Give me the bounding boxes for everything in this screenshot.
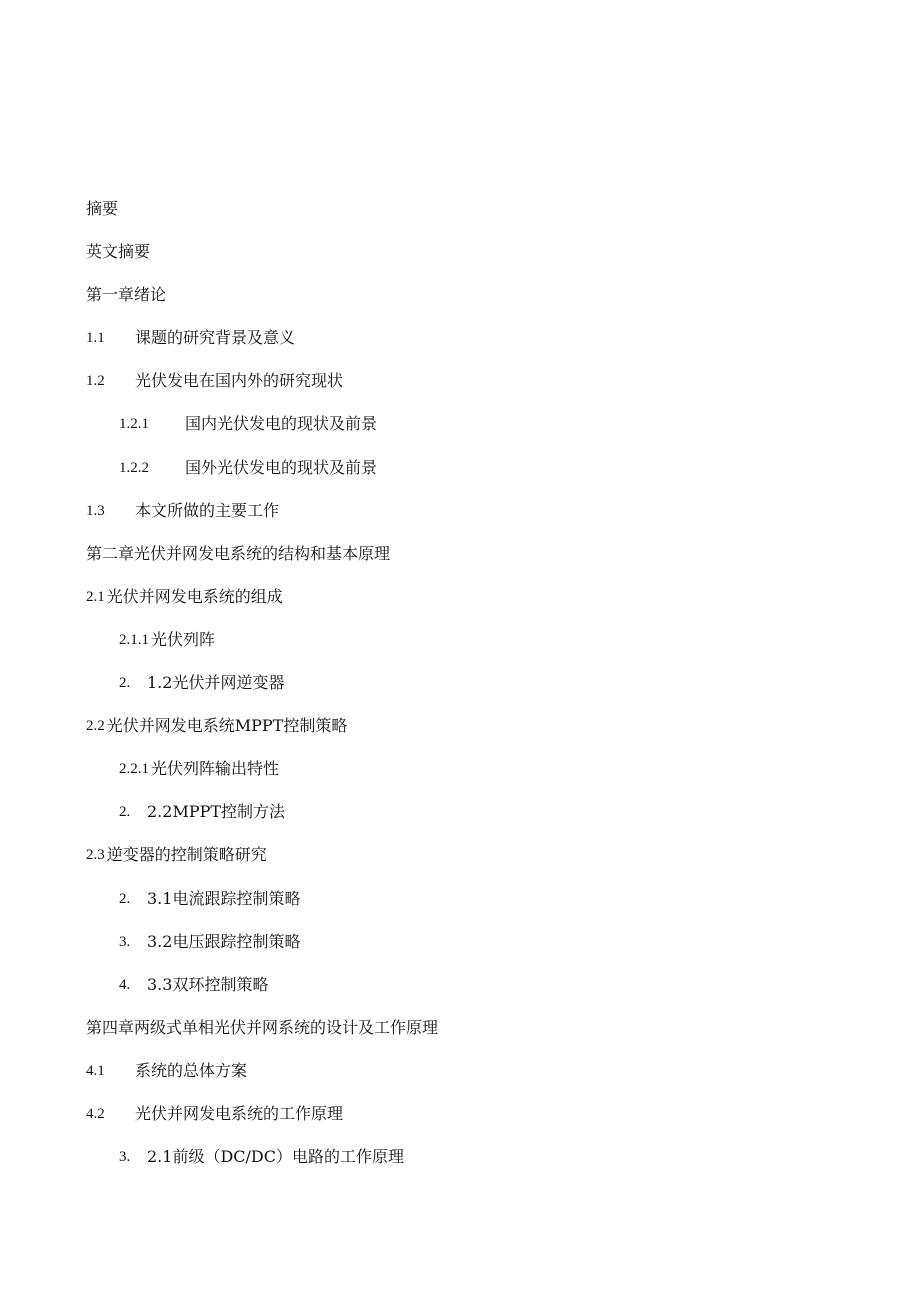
toc-entry-title: 第四章两级式单相光伏并网系统的设计及工作原理 [86,1017,439,1037]
toc-entry[interactable] [86,1101,866,1144]
toc-entry[interactable] [86,929,866,972]
toc-entry-number: 2.3 [86,847,105,864]
toc-entry[interactable] [86,282,866,325]
toc-entry[interactable] [86,1058,866,1101]
toc-entry[interactable] [86,455,866,498]
toc-entry-title: 逆变器的控制策略研究 [106,845,267,865]
toc-entry-title: 摘要 [86,199,119,218]
toc-entry[interactable] [86,584,866,627]
toc-entry-number: 4.1 [86,1062,105,1079]
toc-entry-title: 国内光伏发电的现状及前景 [185,414,378,434]
toc-entry[interactable] [86,498,866,541]
toc-entry-title: 2.1前级（DC/DC）电路的工作原理 [147,1147,404,1167]
toc-entry-number: 2.1.1 [119,631,149,648]
toc-entry-number: 2.2.1 [119,761,149,778]
toc-entry-title: 英文摘要 [86,242,151,262]
toc-entry[interactable] [86,799,866,842]
toc-entry-number: 2.1 [86,588,105,605]
toc-entry-title: 光伏列阵输出特性 [151,759,280,779]
toc-entry[interactable] [86,627,866,670]
toc-entry-number: 2. [119,804,131,821]
toc-entry-title: 光伏并网发电系统的组成 [106,586,283,606]
toc-entry[interactable] [86,411,866,454]
toc-entry-title: 光伏列阵 [151,629,216,649]
toc-entry-title: 光伏并网发电系统的工作原理 [135,1103,344,1123]
toc-entry-title: 系统的总体方案 [135,1060,248,1080]
toc-entry-number: 2.2 [86,718,105,735]
toc-entry-number: 1.2.1 [119,416,149,433]
toc-entry[interactable] [86,713,866,756]
toc-entry[interactable] [86,541,866,584]
toc-entry-number: 1.1 [86,330,105,347]
toc-entry-title: 3.1电流跟踪控制策略 [147,888,301,908]
toc-entry-number: 4.2 [86,1105,105,1122]
toc-entry[interactable] [86,325,866,368]
toc-entry[interactable] [86,886,866,929]
toc-entry-number: 2. [119,890,131,907]
toc-entry-title: 3.3双环控制策略 [147,974,269,994]
toc-entry[interactable] [86,972,866,1015]
toc-entry[interactable] [86,1144,866,1187]
toc-entry-title: 第一章绪论 [86,285,167,305]
toc-entry-number: 1.3 [86,502,105,519]
toc-entry[interactable] [86,756,866,799]
toc-entry[interactable] [86,368,866,411]
toc-entry-title: 课题的研究背景及意义 [135,328,296,348]
toc-entry-title: 光伏发电在国内外的研究现状 [135,371,344,391]
toc-entry[interactable] [86,196,866,239]
toc-entry-number: 2. [119,675,131,692]
table-of-contents [86,196,866,1187]
toc-entry-title: 本文所做的主要工作 [135,500,280,520]
toc-entry[interactable] [86,1015,866,1058]
toc-entry[interactable] [86,670,866,713]
toc-entry-number: 3. [119,933,131,950]
toc-entry-number: 4. [119,976,131,993]
toc-entry-number: 1.2 [86,373,105,390]
toc-entry[interactable] [86,239,866,282]
toc-entry-title: 第二章光伏并网发电系统的结构和基本原理 [86,543,391,563]
toc-entry-title: 光伏并网发电系统MPPT控制策略 [106,716,348,736]
toc-entry-number: 1.2.2 [119,459,149,476]
toc-entry-number: 3. [119,1149,131,1166]
toc-entry-title: 国外光伏发电的现状及前景 [185,457,378,477]
toc-entry[interactable] [86,842,866,885]
toc-entry-title: 2.2MPPT控制方法 [147,802,286,822]
toc-entry-title: 1.2光伏并网逆变器 [147,673,285,693]
toc-entry-title: 3.2电压跟踪控制策略 [147,931,301,951]
